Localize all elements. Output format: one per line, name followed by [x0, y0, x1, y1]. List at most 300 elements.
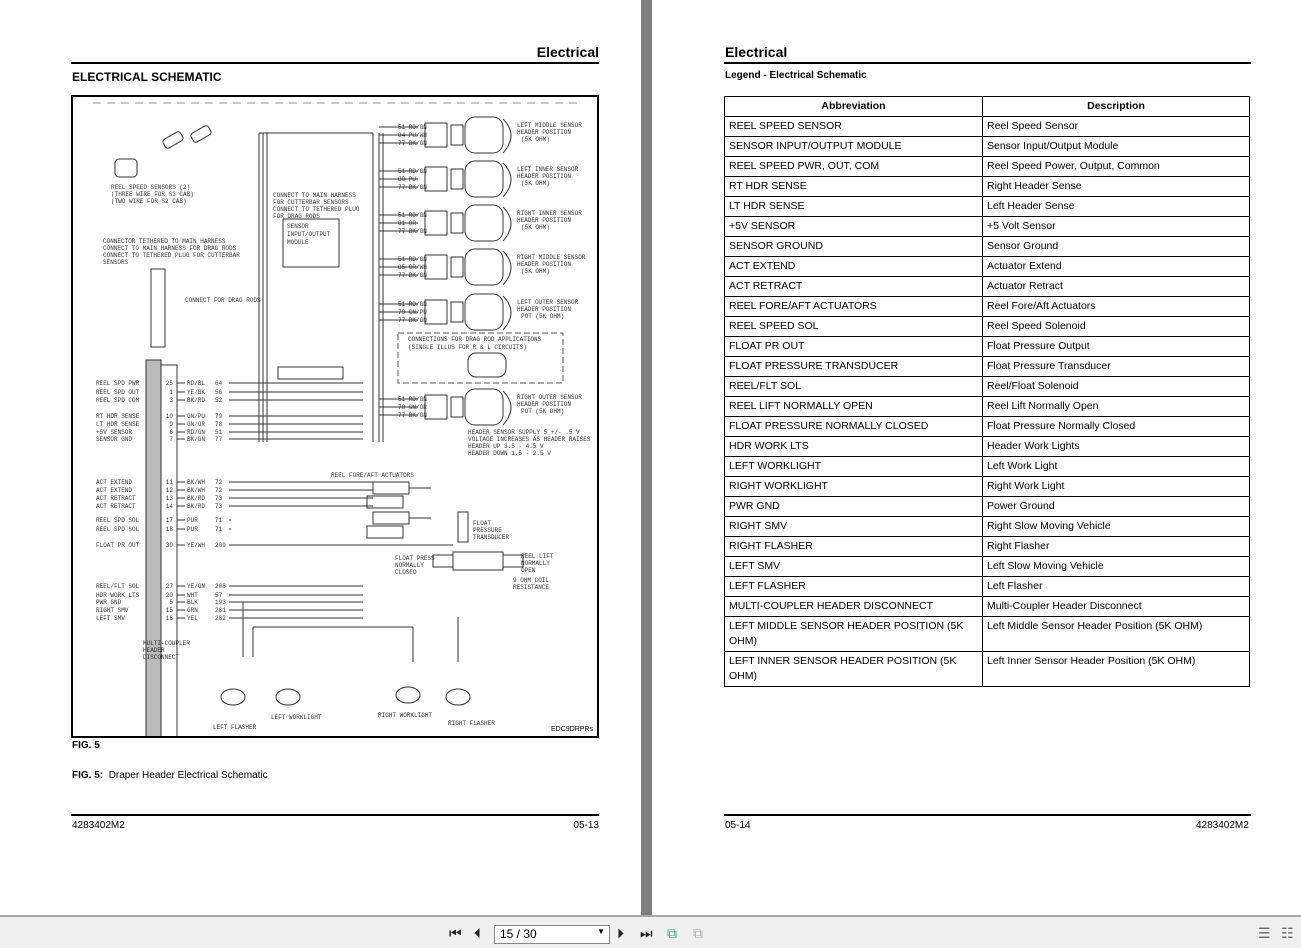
abbreviation-cell: REEL/FLT SOL — [725, 377, 983, 397]
electrical-schematic-figure — [71, 95, 599, 738]
table-header-row — [725, 97, 1250, 117]
sensor-sub: (5K OHM) — [521, 180, 550, 187]
schematic-label: RESISTANCE — [513, 584, 550, 591]
wire-color: BK/WH — [187, 487, 206, 494]
abbreviation-cell: ACT EXTEND — [725, 257, 983, 277]
sensor-connector — [425, 211, 447, 235]
caption-text: Draper Header Electrical Schematic — [108, 770, 268, 781]
abbreviation-cell: +5V SENSOR — [725, 217, 983, 237]
description-cell: Multi-Coupler Header Disconnect — [983, 597, 1250, 617]
solenoid-valve — [453, 552, 503, 570]
wire-color: YE/WH — [187, 542, 206, 549]
module-label: MODULE — [287, 239, 309, 246]
signal-label: PWR GND — [96, 599, 122, 606]
schematic-label: TRANSDUCER — [473, 534, 510, 541]
sensor-arc — [503, 391, 511, 425]
signal-label: SENSOR GND — [96, 436, 133, 443]
description-cell: Header Work Lights — [983, 437, 1250, 457]
schematic-label: NORMALLY — [521, 560, 550, 567]
sensor-wire-label: 51 RD/GN — [398, 212, 427, 219]
abbreviation-cell: RIGHT FLASHER — [725, 537, 983, 557]
wire-number: 71 — [215, 517, 223, 524]
schematic-label: HEADER SENSOR SUPPLY 5 +/- .5 V — [468, 429, 580, 436]
schematic-label: CONNECTIONS FOR DRAG ROD APPLICATIONS — [408, 336, 542, 343]
schematic-label: RIGHT FLASHER — [448, 720, 495, 727]
description-cell: Actuator Retract — [983, 277, 1250, 297]
position-sensor — [465, 249, 503, 285]
sensor-wire-label: 81 OR — [398, 220, 417, 227]
footer-doc-number: 4283402M2 — [1196, 820, 1249, 831]
wire-number: 73 — [215, 495, 223, 502]
actuator — [367, 526, 403, 538]
table-row — [725, 457, 1250, 477]
description-cell: Left Middle Sensor Header Position (5K OHM) — [983, 617, 1250, 652]
legend-title: Legend - Electrical Schematic — [725, 70, 867, 81]
sensor-wire-label: 77 BK/GN — [398, 317, 427, 324]
description-cell: Power Ground — [983, 497, 1250, 517]
schematic-label: REEL SPEED SENSORS (2) — [111, 184, 191, 191]
abbreviation-cell: REEL SPEED SENSOR — [725, 117, 983, 137]
schematic-label: 9 OHM COIL — [513, 577, 550, 584]
schematic-label: FOR DRAG RODS — [273, 213, 320, 220]
description-cell: Sensor Input/Output Module — [983, 137, 1250, 157]
footer-doc-number: 4283402M2 — [72, 820, 125, 831]
description-cell: Sensor Ground — [983, 237, 1250, 257]
wire-color: GN/PU — [187, 413, 206, 420]
abbreviation-cell: ACT RETRACT — [725, 277, 983, 297]
schematic-label: LEFT WORKLIGHT — [271, 714, 322, 721]
schematic-label: (SINGLE ILLUS FOR R & L CIRCUITS) — [408, 344, 527, 351]
sensor-connector — [425, 300, 447, 324]
pin-number: 30 — [165, 542, 173, 549]
signal-label: FLOAT PR OUT — [96, 542, 140, 549]
single-page-view-icon[interactable]: ☰ — [1258, 925, 1271, 941]
schematic-label: VOLTAGE INCREASES AS HEADER RAISES — [468, 436, 591, 443]
drag-rod-connector — [151, 269, 165, 347]
wire-color: BK/RD — [187, 503, 206, 510]
schematic-label: LEFT FLASHER — [213, 724, 257, 731]
table-row — [725, 237, 1250, 257]
signal-label: ACT EXTEND — [96, 479, 133, 486]
schematic-label: (TWO WIRE FOR S2 CAB) — [111, 198, 187, 205]
sensor-connector — [425, 167, 447, 191]
float-pressure-transducer — [458, 512, 468, 542]
pdf-page-right — [652, 0, 1301, 915]
pin-number: 15 — [165, 607, 173, 614]
module-label: INPUT/OUTPUT — [287, 231, 331, 238]
sensor-name: RIGHT OUTER SENSOR — [517, 394, 582, 401]
signal-label: ACT RETRACT — [96, 503, 136, 510]
sensor-wire-label: 85 OR/WH — [398, 264, 427, 271]
doc-code: EDC9DRPRs — [550, 726, 593, 733]
schematic-label: HEADER — [143, 647, 165, 654]
page-number-value: 15 / 30 — [500, 927, 537, 941]
wire-number: 57 — [215, 592, 223, 599]
signal-label: REEL SPD SOL — [96, 526, 140, 533]
pin-number: 10 — [165, 413, 173, 420]
abbreviation-cell: SENSOR INPUT/OUTPUT MODULE — [725, 137, 983, 157]
schematic-label: NORMALLY — [395, 562, 424, 569]
sensor-name: RIGHT MIDDLE SENSOR — [517, 254, 586, 261]
abbreviation-cell: REEL LIFT NORMALLY OPEN — [725, 397, 983, 417]
page-header: Electrical — [725, 44, 788, 60]
table-row — [725, 377, 1250, 397]
sensor-arc — [503, 296, 511, 330]
wire-number: 208 — [215, 583, 226, 590]
description-cell: +5 Volt Sensor — [983, 217, 1250, 237]
abbreviation-cell: SENSOR GROUND — [725, 237, 983, 257]
table-row — [725, 277, 1250, 297]
chevron-down-icon[interactable]: ▼ — [597, 927, 605, 936]
sensor-plug — [451, 213, 463, 233]
pin-number: 11 — [165, 479, 173, 486]
signal-label: REEL SPD OUT — [96, 389, 140, 396]
pin-number: 13 — [165, 495, 173, 502]
table-row — [725, 597, 1250, 617]
description-cell: Float Pressure Normally Closed — [983, 417, 1250, 437]
table-row — [725, 437, 1250, 457]
table-row — [725, 357, 1250, 377]
table-row — [725, 337, 1250, 357]
description-cell: Float Pressure Transducer — [983, 357, 1250, 377]
header-rule — [724, 62, 1251, 64]
schematic-label: HEADER DOWN 1.5 - 2.5 V — [468, 450, 551, 457]
sensor-plug — [451, 257, 463, 277]
pin-number: 9 — [169, 421, 173, 428]
sensor-plug — [451, 302, 463, 322]
table-row — [725, 217, 1250, 237]
table-row — [725, 117, 1250, 137]
position-sensor — [465, 205, 503, 241]
table-row — [725, 577, 1250, 597]
signal-label: +5V SENSOR — [96, 429, 133, 436]
sensor-wire-label: 80 PU — [398, 176, 417, 183]
wire-number: 71 — [215, 526, 223, 533]
description-cell: Right Slow Moving Vehicle — [983, 517, 1250, 537]
left-worklight-icon — [276, 689, 300, 705]
schematic-label: REEL LIFT — [521, 553, 554, 560]
schematic-label: CONNECT TO MAIN HARNESS — [273, 192, 356, 199]
sensor-sub: (5K OHM) — [521, 224, 550, 231]
schematic-label: HEADER UP 3.5 - 4.5 V — [468, 443, 544, 450]
signal-label: LT HDR SENSE — [96, 421, 140, 428]
description-cell: Right Flasher — [983, 537, 1250, 557]
abbreviation-cell: REEL SPEED PWR, OUT, COM — [725, 157, 983, 177]
description-cell: Right Work Light — [983, 477, 1250, 497]
wire-number: 209 — [215, 542, 226, 549]
sensor-name: LEFT INNER SENSOR — [517, 166, 579, 173]
sensor-arc — [503, 163, 511, 197]
module-label: SENSOR — [287, 223, 309, 230]
pin-number: 18 — [165, 526, 173, 533]
abbreviation-cell: REEL FORE/AFT ACTUATORS — [725, 297, 983, 317]
wire-color: RD/BL — [187, 380, 206, 387]
actuator — [373, 482, 409, 494]
wire-number: 72 — [215, 479, 223, 486]
signal-label: HDR WORK LTS — [96, 592, 140, 599]
position-sensor — [465, 161, 503, 197]
actuator — [373, 512, 409, 524]
continuous-view-icon[interactable]: ☷ — [1281, 925, 1294, 941]
schematic-label: FLOAT PRESS — [395, 555, 435, 562]
abbreviation-cell: RIGHT SMV — [725, 517, 983, 537]
abbreviation-cell: LEFT WORKLIGHT — [725, 457, 983, 477]
valve-coil — [433, 555, 453, 567]
table-row — [725, 557, 1250, 577]
schematic-label: CONNECTOR TETHERED TO MAIN HARNESS — [103, 238, 226, 245]
description-cell: Right Header Sense — [983, 177, 1250, 197]
wire-color: GN/OR — [187, 421, 206, 428]
schematic-label: SENSORS — [103, 259, 129, 266]
table-row — [725, 652, 1250, 687]
signal-label: REEL SPD PWR — [96, 380, 140, 387]
sensor-sub: (5K OHM) — [521, 136, 550, 143]
reel-speed-sensor-plug — [190, 125, 212, 144]
wire-number: 282 — [215, 615, 226, 622]
right-worklight-icon — [396, 687, 420, 703]
wire-number: 78 — [215, 421, 223, 428]
wire-color: PUR — [187, 517, 198, 524]
reel-speed-sensor — [115, 159, 137, 177]
footer-page-number: 05-13 — [573, 820, 599, 831]
header-rule — [71, 62, 599, 64]
signal-label: REEL SPD COM — [96, 397, 140, 404]
sensor-name: LEFT MIDDLE SENSOR — [517, 122, 582, 129]
signal-label: ACT RETRACT — [96, 495, 136, 502]
rotate-page-icon[interactable]: ⧉ — [667, 925, 677, 941]
abbreviation-cell: FLOAT PRESSURE NORMALLY CLOSED — [725, 417, 983, 437]
abbreviation-cell: LEFT INNER SENSOR HEADER POSITION (5K OHM) — [725, 652, 983, 687]
multi-coupler-connector — [146, 360, 161, 736]
sensor-arc — [503, 119, 511, 153]
wire-color: BK/RD — [187, 495, 206, 502]
wire-color: YE/BK — [187, 389, 206, 396]
sensor-sub: POT (5K OHM) — [521, 313, 565, 320]
next-page-icon[interactable]: ⏵ — [617, 925, 624, 941]
sensor-wire-label: 84 PU/WH — [398, 132, 427, 139]
table-row — [725, 617, 1250, 652]
abbreviation-cell: RIGHT WORKLIGHT — [725, 477, 983, 497]
description-cell: Actuator Extend — [983, 257, 1250, 277]
module-connector — [278, 367, 343, 379]
pin-number: 3 — [169, 397, 173, 404]
abbreviation-cell: LT HDR SENSE — [725, 197, 983, 217]
schematic-label: (THREE WIRE FOR S3 CAB) — [111, 191, 194, 198]
schematic-label: CONNECT FOR DRAG RODS — [185, 297, 261, 304]
abbreviation-cell: FLOAT PR OUT — [725, 337, 983, 357]
table-row — [725, 417, 1250, 437]
wire-color: WHT — [187, 592, 198, 599]
schematic-label: OPEN — [521, 567, 536, 574]
pdf-page-left — [0, 0, 641, 915]
sensor-sub: HEADER POSITION — [517, 261, 572, 268]
table-row — [725, 497, 1250, 517]
sensor-arc — [503, 251, 511, 285]
wire-number: 52 — [215, 397, 223, 404]
description-cell: Left Header Sense — [983, 197, 1250, 217]
schematic-label: FOR CUTTERBAR SENSORS — [273, 199, 349, 206]
sensor-wire-label: 78 GN/OR — [398, 404, 427, 411]
table-row — [725, 317, 1250, 337]
description-cell: Left Work Light — [983, 457, 1250, 477]
reel-speed-sensor-plug — [162, 131, 184, 150]
sensor-sub: HEADER POSITION — [517, 129, 572, 136]
sensor-connector — [425, 255, 447, 279]
left-flasher-icon — [221, 689, 245, 705]
sensor-wire-label: 51 RD/GN — [398, 301, 427, 308]
table-row — [725, 197, 1250, 217]
sensor-arc — [503, 207, 511, 241]
abbreviation-cell: PWR GND — [725, 497, 983, 517]
footer-page-number: 05-14 — [725, 820, 751, 831]
description-cell: Reel Speed Solenoid — [983, 317, 1250, 337]
wire-number: 56 — [215, 389, 223, 396]
abbreviation-cell: HDR WORK LTS — [725, 437, 983, 457]
wire-number: 79 — [215, 413, 223, 420]
schematic-label: CONNECT TO MAIN HARNESS FOR DRAG RODS — [103, 245, 237, 252]
table-row — [725, 257, 1250, 277]
sensor-sub: HEADER POSITION — [517, 306, 572, 313]
pin-number: 27 — [165, 583, 173, 590]
description-cell: Left Flasher — [983, 577, 1250, 597]
abbreviation-cell: REEL SPEED SOL — [725, 317, 983, 337]
schematic-label: CONNECT TO TETHERED PLUG FOR CUTTERBAR — [103, 252, 240, 259]
signal-label: LEFT SMV — [96, 615, 125, 622]
signal-label: RT HDR SENSE — [96, 413, 140, 420]
last-page-icon[interactable]: ⏭ — [640, 925, 653, 941]
description-cell: Float Pressure Output — [983, 337, 1250, 357]
schematic-label: DISCONNECT — [143, 654, 180, 661]
footer-rule — [71, 814, 599, 816]
table-row — [725, 177, 1250, 197]
sensor-wire-label: 77 BK/GN — [398, 272, 427, 279]
wire-color: YEL — [187, 615, 198, 622]
column-header-description: Description — [983, 97, 1250, 117]
table-row — [725, 517, 1250, 537]
signal-label: ACT EXTEND — [96, 487, 133, 494]
wire-color: BK/WH — [187, 479, 206, 486]
signal-label: REEL SPD SOL — [96, 517, 140, 524]
sensor-sub: HEADER POSITION — [517, 401, 572, 408]
schematic-label: FLOAT — [473, 520, 492, 527]
sensor-wire-label: 51 RD/GN — [398, 396, 427, 403]
schematic-label: PRESSURE — [473, 527, 502, 534]
wire-color: BK/RD — [187, 397, 206, 404]
position-sensor — [465, 117, 503, 153]
figure-caption — [72, 770, 268, 781]
wire-color: BLK — [187, 599, 198, 606]
drag-rod-sensor — [468, 353, 506, 377]
sensor-sub: (5K OHM) — [521, 268, 550, 275]
pin-number: 1 — [169, 389, 173, 396]
pin-number: 12 — [165, 487, 173, 494]
legend-table — [724, 96, 1250, 687]
sensor-sub: POT (5K OHM) — [521, 408, 565, 415]
caption-label: FIG. 5: — [72, 770, 104, 781]
previous-page-icon[interactable]: ⏴ — [474, 925, 481, 941]
sensor-name: LEFT OUTER SENSOR — [517, 299, 579, 306]
table-row — [725, 537, 1250, 557]
pin-number: 17 — [165, 517, 173, 524]
abbreviation-cell: LEFT SMV — [725, 557, 983, 577]
abbreviation-cell: MULTI-COUPLER HEADER DISCONNECT — [725, 597, 983, 617]
wire-color: YE/GN — [187, 583, 206, 590]
wire-color: RD/GN — [187, 429, 206, 436]
figure-label: FIG. 5 — [72, 740, 100, 751]
description-cell: Reel Speed Sensor — [983, 117, 1250, 137]
wire-number: 51 — [215, 429, 223, 436]
sensor-plug — [451, 169, 463, 189]
section-title: ELECTRICAL SCHEMATIC — [72, 70, 222, 84]
signal-label: RIGHT SMV — [96, 607, 129, 614]
actuators-label: REEL FORE/AFT ACTUATORS — [331, 472, 414, 479]
sensor-wire-label: 51 RD/GN — [398, 168, 427, 175]
description-cell: Left Inner Sensor Header Position (5K OHM) — [983, 652, 1250, 687]
wire-color: GRN — [187, 607, 198, 614]
description-cell: Reel Lift Normally Open — [983, 397, 1250, 417]
description-cell: Reel/Float Solenoid — [983, 377, 1250, 397]
sensor-wire-label: 77 BK/GN — [398, 184, 427, 191]
description-cell: Reel Fore/Aft Actuators — [983, 297, 1250, 317]
schematic-label: MULTI-COUPLER — [143, 640, 190, 647]
sensor-sub: HEADER POSITION — [517, 217, 572, 224]
schematic-label: RIGHT WORKLIGHT — [378, 712, 433, 719]
abbreviation-cell: RT HDR SENSE — [725, 177, 983, 197]
page-header: Electrical — [536, 44, 599, 60]
sensor-name: RIGHT INNER SENSOR — [517, 210, 582, 217]
sensor-sub: HEADER POSITION — [517, 173, 572, 180]
abbreviation-cell: FLOAT PRESSURE TRANSDUCER — [725, 357, 983, 377]
sensor-plug — [451, 125, 463, 145]
signal-label: REEL/FLT SOL — [96, 583, 140, 590]
position-sensor — [465, 389, 503, 425]
wire-number: 72 — [215, 487, 223, 494]
description-cell: Left Slow Moving Vehicle — [983, 557, 1250, 577]
table-row — [725, 137, 1250, 157]
rotate-page-disabled-icon: ⧉ — [693, 925, 703, 941]
wire-color: PUR — [187, 526, 198, 533]
footer-rule — [724, 814, 1251, 816]
table-row — [725, 397, 1250, 417]
wire-number: 77 — [215, 436, 223, 443]
pin-number: 5 — [169, 599, 173, 606]
schematic-label: CONNECT TO TETHERED PLUG — [273, 206, 360, 213]
valve-coil — [503, 555, 523, 567]
pin-number: 16 — [165, 615, 173, 622]
description-cell: Reel Speed Power, Output, Common — [983, 157, 1250, 177]
sensor-connector — [425, 395, 447, 419]
sensor-wire-label: 79 GN/PU — [398, 309, 427, 316]
table-row — [725, 297, 1250, 317]
sensor-wire-label: 77 BK/GN — [398, 412, 427, 419]
sensor-wire-label: 77 BK/GN — [398, 140, 427, 147]
page-number-input[interactable] — [494, 925, 610, 944]
abbreviation-cell: LEFT FLASHER — [725, 577, 983, 597]
schematic-label: CLOSED — [395, 569, 417, 576]
column-header-abbreviation: Abbreviation — [725, 97, 983, 117]
wire-color: BK/GN — [187, 436, 206, 443]
pin-number: 6 — [169, 429, 173, 436]
sensor-plug — [451, 397, 463, 417]
first-page-icon[interactable]: ⏮ — [449, 925, 462, 941]
abbreviation-cell: LEFT MIDDLE SENSOR HEADER POSITION (5K OHM) — [725, 617, 983, 652]
pin-number: 7 — [169, 436, 173, 443]
table-row — [725, 157, 1250, 177]
pin-number: 25 — [165, 380, 173, 387]
table-row — [725, 477, 1250, 497]
wire-number: 73 — [215, 503, 223, 510]
wire-number: 281 — [215, 607, 226, 614]
